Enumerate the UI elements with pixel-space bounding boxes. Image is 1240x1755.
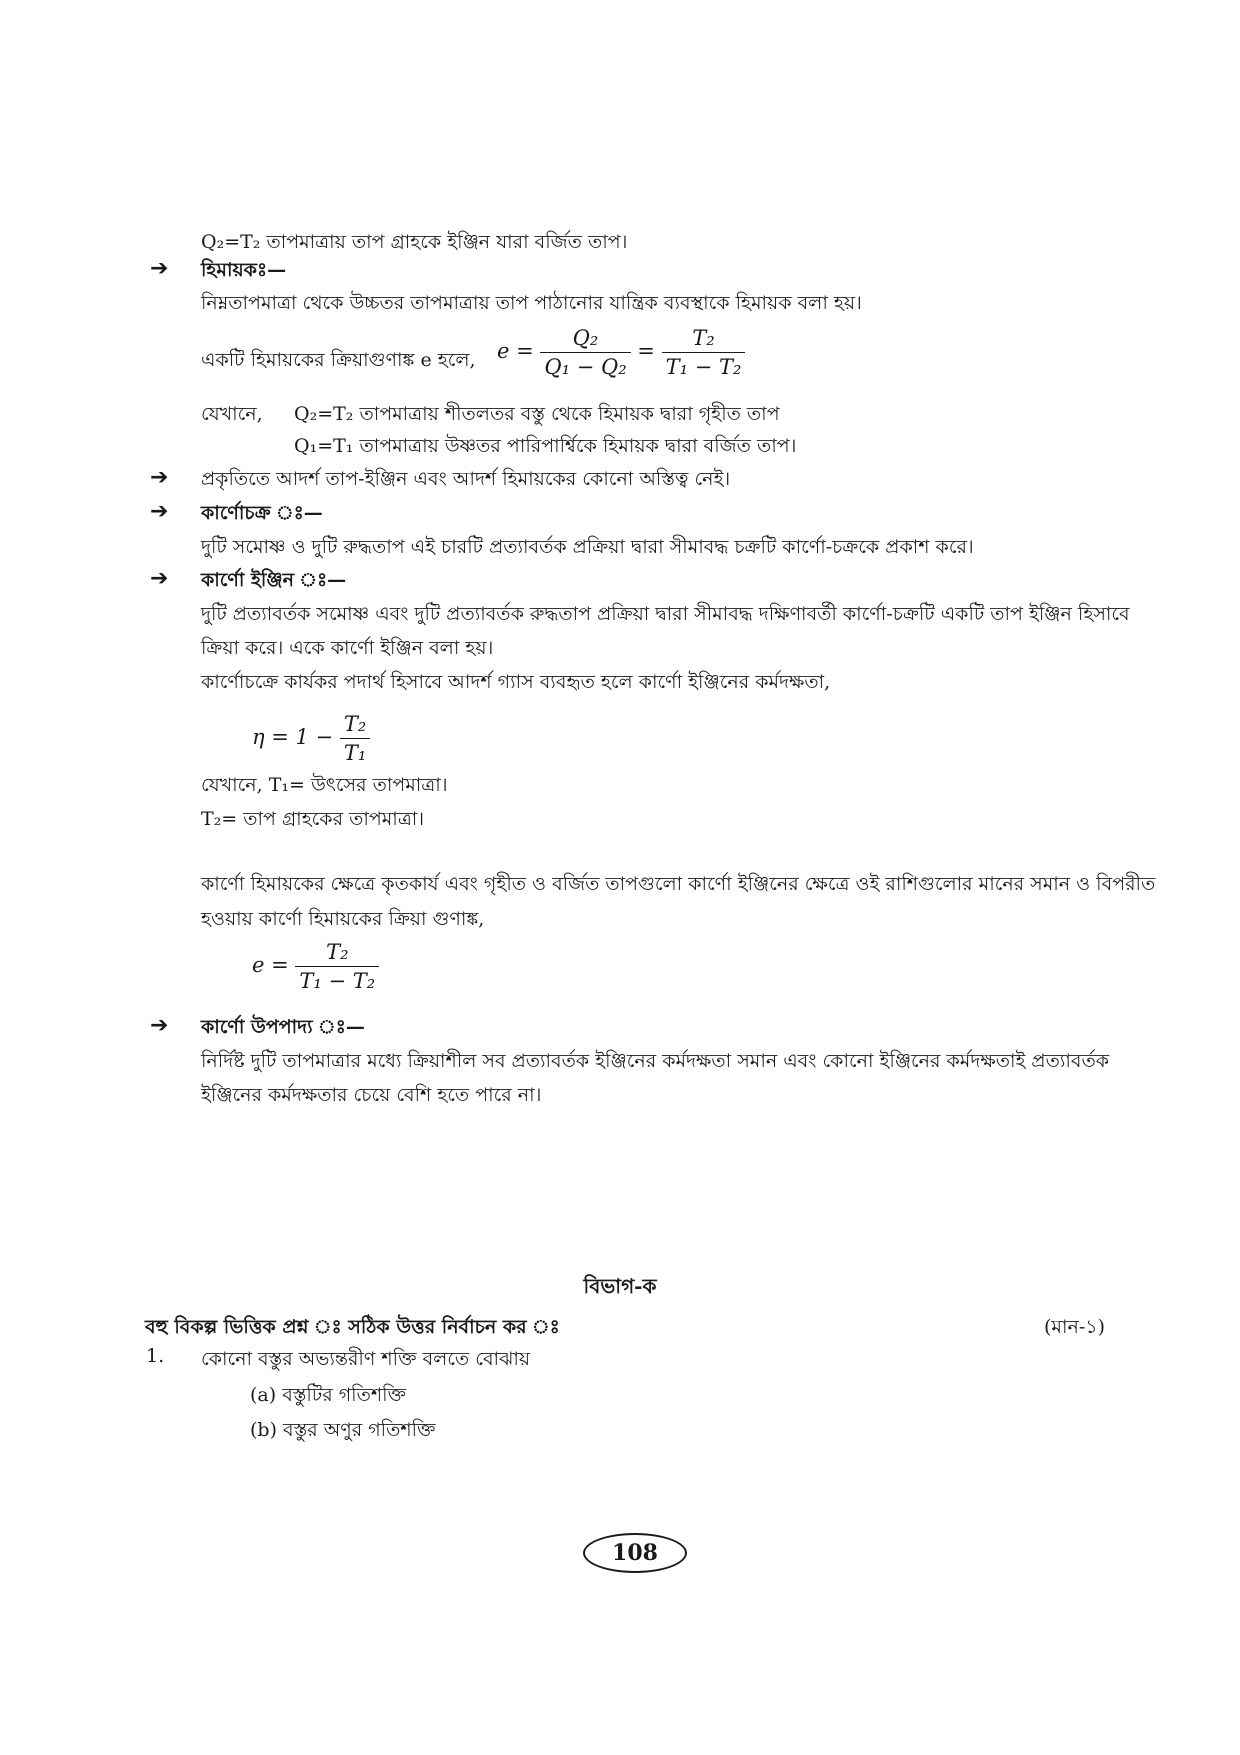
cop-intro: একটি হিমায়কের ক্রিয়াগুণাঙ্ক e হলে, bbox=[201, 349, 476, 371]
heading-refrigerator: হিমায়কঃ— bbox=[201, 259, 287, 281]
carnot-fridge-text-1: কার্ণো হিমায়কের ক্ষেত্রে কৃতকার্য এবং গৃহীত ও বর্জিত তাপগুলো কার্ণো ইঞ্জিনের ক্ষেত্রে ওই রাশিগুলোর মানের সমান ও বিপরীত bbox=[201, 873, 1156, 895]
cop-equals: = bbox=[637, 339, 655, 363]
where-q1: Q₁=T₁ তাপমাত্রায় উষ্ণতর পারিপার্শ্বিকে হিমায়ক দ্বারা বর্জিত তাপ। bbox=[294, 435, 797, 457]
where-q2: Q₂=T₂ তাপমাত্রায় শীতলতর বস্তু থেকে হিমায়ক দ্বারা গৃহীত তাপ bbox=[294, 403, 780, 425]
carnot-fridge-text-2: হওয়ায় কার্ণো হিমায়কের ক্রিয়া গুণাঙ্ক, bbox=[201, 908, 485, 930]
arrow-bullet-icon: ➔ bbox=[150, 256, 169, 281]
arrow-bullet-icon: ➔ bbox=[150, 566, 169, 591]
arrow-bullet-icon: ➔ bbox=[150, 1013, 169, 1038]
carnot-engine-definition-2: ক্রিয়া করে। একে কার্ণো ইঞ্জিন বলা হয়। bbox=[201, 637, 494, 659]
efficiency-intro: কার্ণোচক্রে কার্যকর পদার্থ হিসাবে আদর্শ গ্যাস ব্যবহৃত হলে কার্ণো ইঞ্জিনের কর্মদক্ষতা, bbox=[201, 671, 831, 693]
marks-label: (মান-১) bbox=[1044, 1316, 1105, 1338]
line-q2-rejected: Q₂=T₂ তাপমাত্রায় তাপ গ্রাহকে ইঞ্জিন যারা বর্জিত তাপ। bbox=[201, 231, 628, 253]
eta-denominator: T₁ bbox=[343, 741, 367, 765]
cop-fraction-1 bbox=[540, 326, 630, 379]
cop-denominator-2: T₁ − T₂ bbox=[665, 355, 742, 379]
cop-fraction-2 bbox=[662, 326, 746, 379]
mcq-heading: বহু বিকল্প ভিত্তিক প্রশ্ন ঃ সঠিক উত্তর নির্বাচন কর ঃ bbox=[145, 1316, 560, 1338]
carnot-engine-definition-1: দুটি প্রত্যাবর্তক সমোষ্ণ এবং দুটি প্রত্যাবর্তক রুদ্ধতাপ প্রক্রিয়া দ্বারা সীমাবদ্ধ দক্ষিণাবর্তী কার্ণো-চক্রটি একটি তাপ ইঞ্জিন হিসাবে bbox=[201, 603, 1130, 625]
theorem-text-1: নির্দিষ্ট দুটি তাপমাত্রার মধ্যে ক্রিয়াশীল সব প্রত্যাবর্তক ইঞ্জিনের কর্মদক্ষতা সমান এবং কোনো ইঞ্জিনের কর্মদক্ষতাই প্রত্যাবর্তক bbox=[201, 1050, 1109, 1072]
cop-numerator-1: Q₂ bbox=[540, 326, 630, 353]
e2-fraction bbox=[295, 940, 379, 993]
heading-carnot-theorem: কার্ণো উপপাদ্য ঃ— bbox=[201, 1016, 365, 1038]
heading-carnot-cycle: কার্ণোচক্র ঃ— bbox=[201, 502, 323, 524]
e2-numerator: T₂ bbox=[295, 940, 379, 967]
where-label-1: যেখানে, bbox=[201, 403, 263, 425]
eta-numerator: T₂ bbox=[340, 712, 370, 739]
where-t1: যেখানে, T₁= উৎসের তাপমাত্রা। bbox=[201, 774, 448, 796]
ideal-none-statement: প্রকৃতিতে আদর্শ তাপ-ইঞ্জিন এবং আদর্শ হিমায়কের কোনো অস্তিত্ব নেই। bbox=[201, 468, 731, 490]
carnot-cycle-definition: দুটি সমোষ্ণ ও দুটি রুদ্ধতাপ এই চারটি প্রত্যাবর্তক প্রক্রিয়া দ্বারা সীমাবদ্ধ চক্রটি কার্ণো-চক্রকে প্রকাশ করে। bbox=[201, 536, 974, 558]
theorem-text-2: ইঞ্জিনের কর্মদক্ষতার চেয়ে বেশি হতে পারে না। bbox=[201, 1084, 542, 1106]
efficiency-formula bbox=[252, 712, 370, 765]
carnot-fridge-cop-formula bbox=[252, 940, 379, 993]
arrow-bullet-icon: ➔ bbox=[150, 465, 169, 490]
heading-carnot-engine: কার্ণো ইঞ্জিন ঃ— bbox=[201, 569, 347, 591]
question-text: কোনো বস্তুর অভ্যন্তরীণ শক্তি বলতে বোঝায় bbox=[201, 1348, 531, 1370]
e2-lhs: e = bbox=[252, 953, 289, 977]
cop-lhs: e = bbox=[497, 339, 534, 363]
eta-fraction bbox=[340, 712, 370, 765]
cop-denominator-1: Q₁ − Q₂ bbox=[544, 355, 627, 379]
refrigerator-definition: নিম্নতাপমাত্রা থেকে উচ্চতর তাপমাত্রায় তাপ পাঠানোর যান্ত্রিক ব্যবস্থাকে হিমায়ক বলা হয়। bbox=[201, 292, 862, 314]
option-b: (b) বস্তুর অণুর গতিশক্তি bbox=[250, 1419, 436, 1441]
section-title: বিভাগ-ক bbox=[583, 1274, 657, 1298]
option-a: (a) বস্তুটির গতিশক্তি bbox=[250, 1384, 406, 1406]
question-number: 1. bbox=[146, 1345, 165, 1367]
page-number: 108 bbox=[583, 1533, 687, 1573]
arrow-bullet-icon: ➔ bbox=[150, 499, 169, 524]
where-t2: T₂= তাপ গ্রাহকের তাপমাত্রা। bbox=[201, 808, 425, 830]
eta-lhs: η = 1 − bbox=[252, 725, 334, 749]
e2-denominator: T₁ − T₂ bbox=[299, 969, 376, 993]
cop-formula bbox=[497, 326, 745, 379]
cop-numerator-2: T₂ bbox=[662, 326, 746, 353]
